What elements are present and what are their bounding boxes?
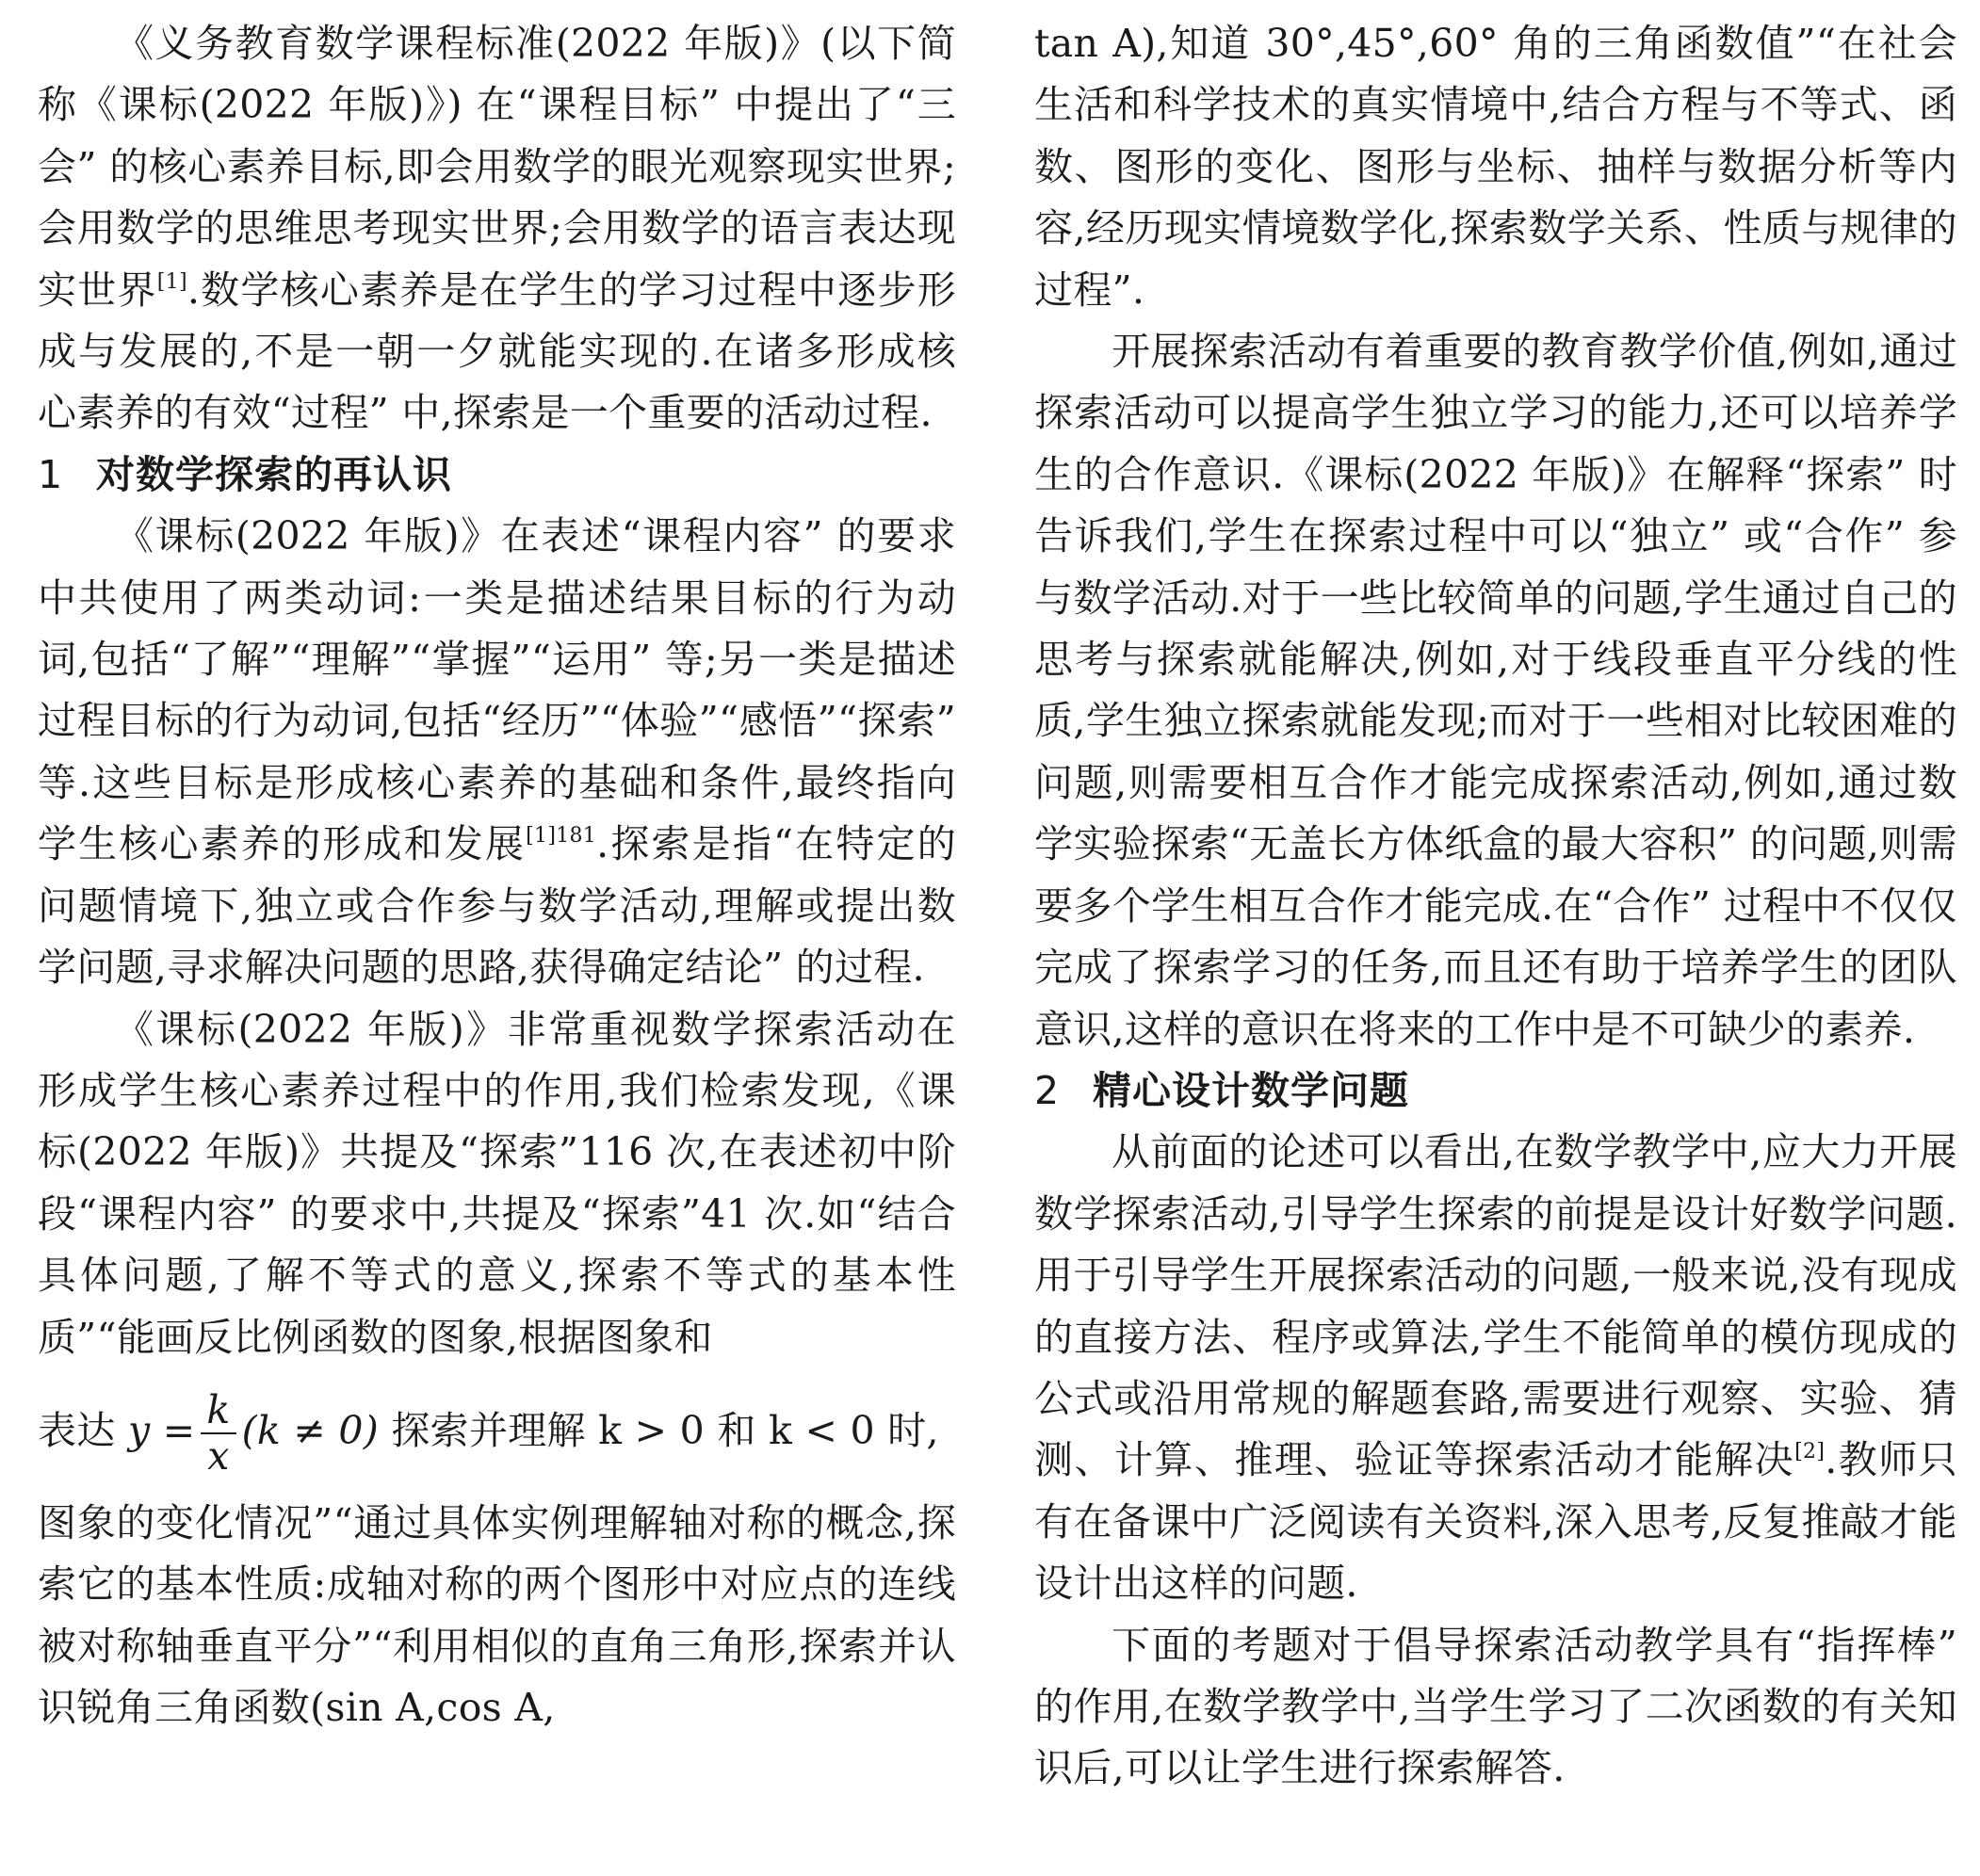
paragraph-text: 《课标(2022 年版)》在表述“课程内容” 的要求中共使用了两类动词:一类是描述结果目标的行为动词,包括“了解”“理解”“掌握”“运用” 等;另一类是描述过程目标的行为动词,包括“经历”“体验”“感悟”“探索” 等.这些目标是形成核心素养的基础和条件,最终指向学生核心素养的形成和发展: [38, 513, 956, 867]
paragraph-exam-intro: [1034, 1615, 1957, 1800]
paragraph-text: 下面的考题对于倡导探索活动教学具有“指挥棒” 的作用,在数学教学中,当学生学习了二次函数的有关知识后,可以让学生进行探索解答.: [1034, 1622, 1957, 1791]
section-number: 1: [38, 451, 63, 497]
paragraph-continued-quote: [1034, 13, 1957, 321]
section-heading-1: [38, 445, 956, 506]
citation-ref: [2]: [1794, 1440, 1826, 1464]
section-title: 对数学探索的再认识: [96, 451, 452, 497]
paragraph-text: 开展探索活动有着重要的教育教学价值,例如,通过探索活动可以提高学生独立学习的能力,还可以培养学生的合作意识.《课标(2022 年版)》在解释“探索” 时告诉我们,学生在探索过程中可以“独立” 或“合作” 参与数学活动.对于一些比较简单的问题,学生通过自己的思考与探索就能解决,例如,对于线段垂直平分线的性质,学生独立探索就能发现;而对于一些相对比较困难的问题,则需要相互合作才能完成探索活动,例如,通过数学实验探索“无盖长方体纸盒的最大容积” 的问题,则需要多个学生相互合作才能完成.在“合作” 过程中不仅仅完成了探索学习的任务,而且还有助于培养学生的团队意识,这样的意识在将来的工作中是不可缺少的素养.: [1034, 329, 1957, 1052]
formula-prefix: 表达: [38, 1407, 116, 1453]
left-column: [38, 13, 956, 1739]
fraction-k-over-x: [201, 1388, 235, 1479]
paragraph-text: .探索是指“在特定的问题情境下,独立或合作参与数学活动,理解或提出数学问题,寻求解决问题的思路,获得确定结论” 的过程.: [38, 821, 956, 991]
section-title: 精心设计数学问题: [1093, 1067, 1409, 1113]
paragraph-text: 图象的变化情况”“通过具体实例理解轴对称的概念,探索它的基本性质:成轴对称的两个图形中对应点的连线被对称轴垂直平分”“利用相似的直角三角形,探索并认识锐角三角函数(sin A,cos A,: [38, 1499, 956, 1731]
fraction-numerator: k: [201, 1388, 235, 1434]
paragraph-text: 《课标(2022 年版)》非常重视数学探索活动在形成学生核心素养过程中的作用,我们检索发现,《课标(2022 年版)》共提及“探索”116 次,在表述初中阶段“课程内容” 的要求中,共提及“探索”41 次.如“结合具体问题,了解不等式的意义,探索不等式的基本性质”“能画反比例函数的图象,根据图象和: [38, 1006, 956, 1360]
paragraph-continuation: [38, 1493, 956, 1739]
paragraph-intro: [38, 13, 956, 445]
paragraph-text: tan A),知道 30°,45°,60° 角的三角函数值”“在社会生活和科学技术的真实情境中,结合方程与不等式、函数、图形的变化、图形与坐标、抽样与数据分析等内容,经历现实情境数学化,探索数学关系、性质与规律的过程”.: [1034, 21, 1957, 313]
paragraph-exploration-value: [1034, 321, 1957, 1060]
fraction-denominator: x: [207, 1433, 230, 1480]
paragraph-text: .教师只有在备课中广泛阅读有关资料,深入思考,反复推敲才能设计出这样的问题.: [1034, 1437, 1957, 1607]
paragraph-text: .数学核心素养是在学生的学习过程中逐步形成与发展的,不是一朝一夕就能实现的.在诸多形成核心素养的有效“过程” 中,探索是一个重要的活动过程.: [38, 267, 956, 436]
paragraph-text: 《义务教育数学课程标准(2022 年版)》(以下简称《课标(2022 年版)》) 在“课程目标” 中提出了“三会” 的核心素养目标,即会用数学的眼光观察现实世界;会用数学的思维思考现实世界;会用数学的语言表达现实世界: [38, 21, 956, 313]
paragraph-design-problems: [1034, 1122, 1957, 1614]
formula-condition: (k ≠ 0): [241, 1407, 380, 1453]
formula-lhs: y =: [127, 1407, 196, 1453]
paragraph-text: 从前面的论述可以看出,在数学教学中,应大力开展数学探索活动,引导学生探索的前提是设计好数学问题.用于引导学生开展探索活动的问题,一般来说,没有现成的直接方法、程序或算法,学生不能简单的模仿现成的公式或沿用常规的解题套路,需要进行观察、实验、猜测、计算、推理、验证等探索活动才能解决: [1034, 1129, 1957, 1483]
citation-ref: [1]181: [526, 824, 597, 849]
citation-ref: [1]: [156, 269, 187, 294]
right-column: [1034, 13, 1957, 1800]
section-number: 2: [1034, 1067, 1060, 1113]
section-heading-2: [1034, 1060, 1957, 1122]
formula-line: [38, 1368, 956, 1493]
formula-suffix: 探索并理解 k > 0 和 k < 0 时,: [379, 1407, 939, 1453]
paragraph-verbs: [38, 506, 956, 998]
paragraph-exploration-count: [38, 999, 956, 1368]
